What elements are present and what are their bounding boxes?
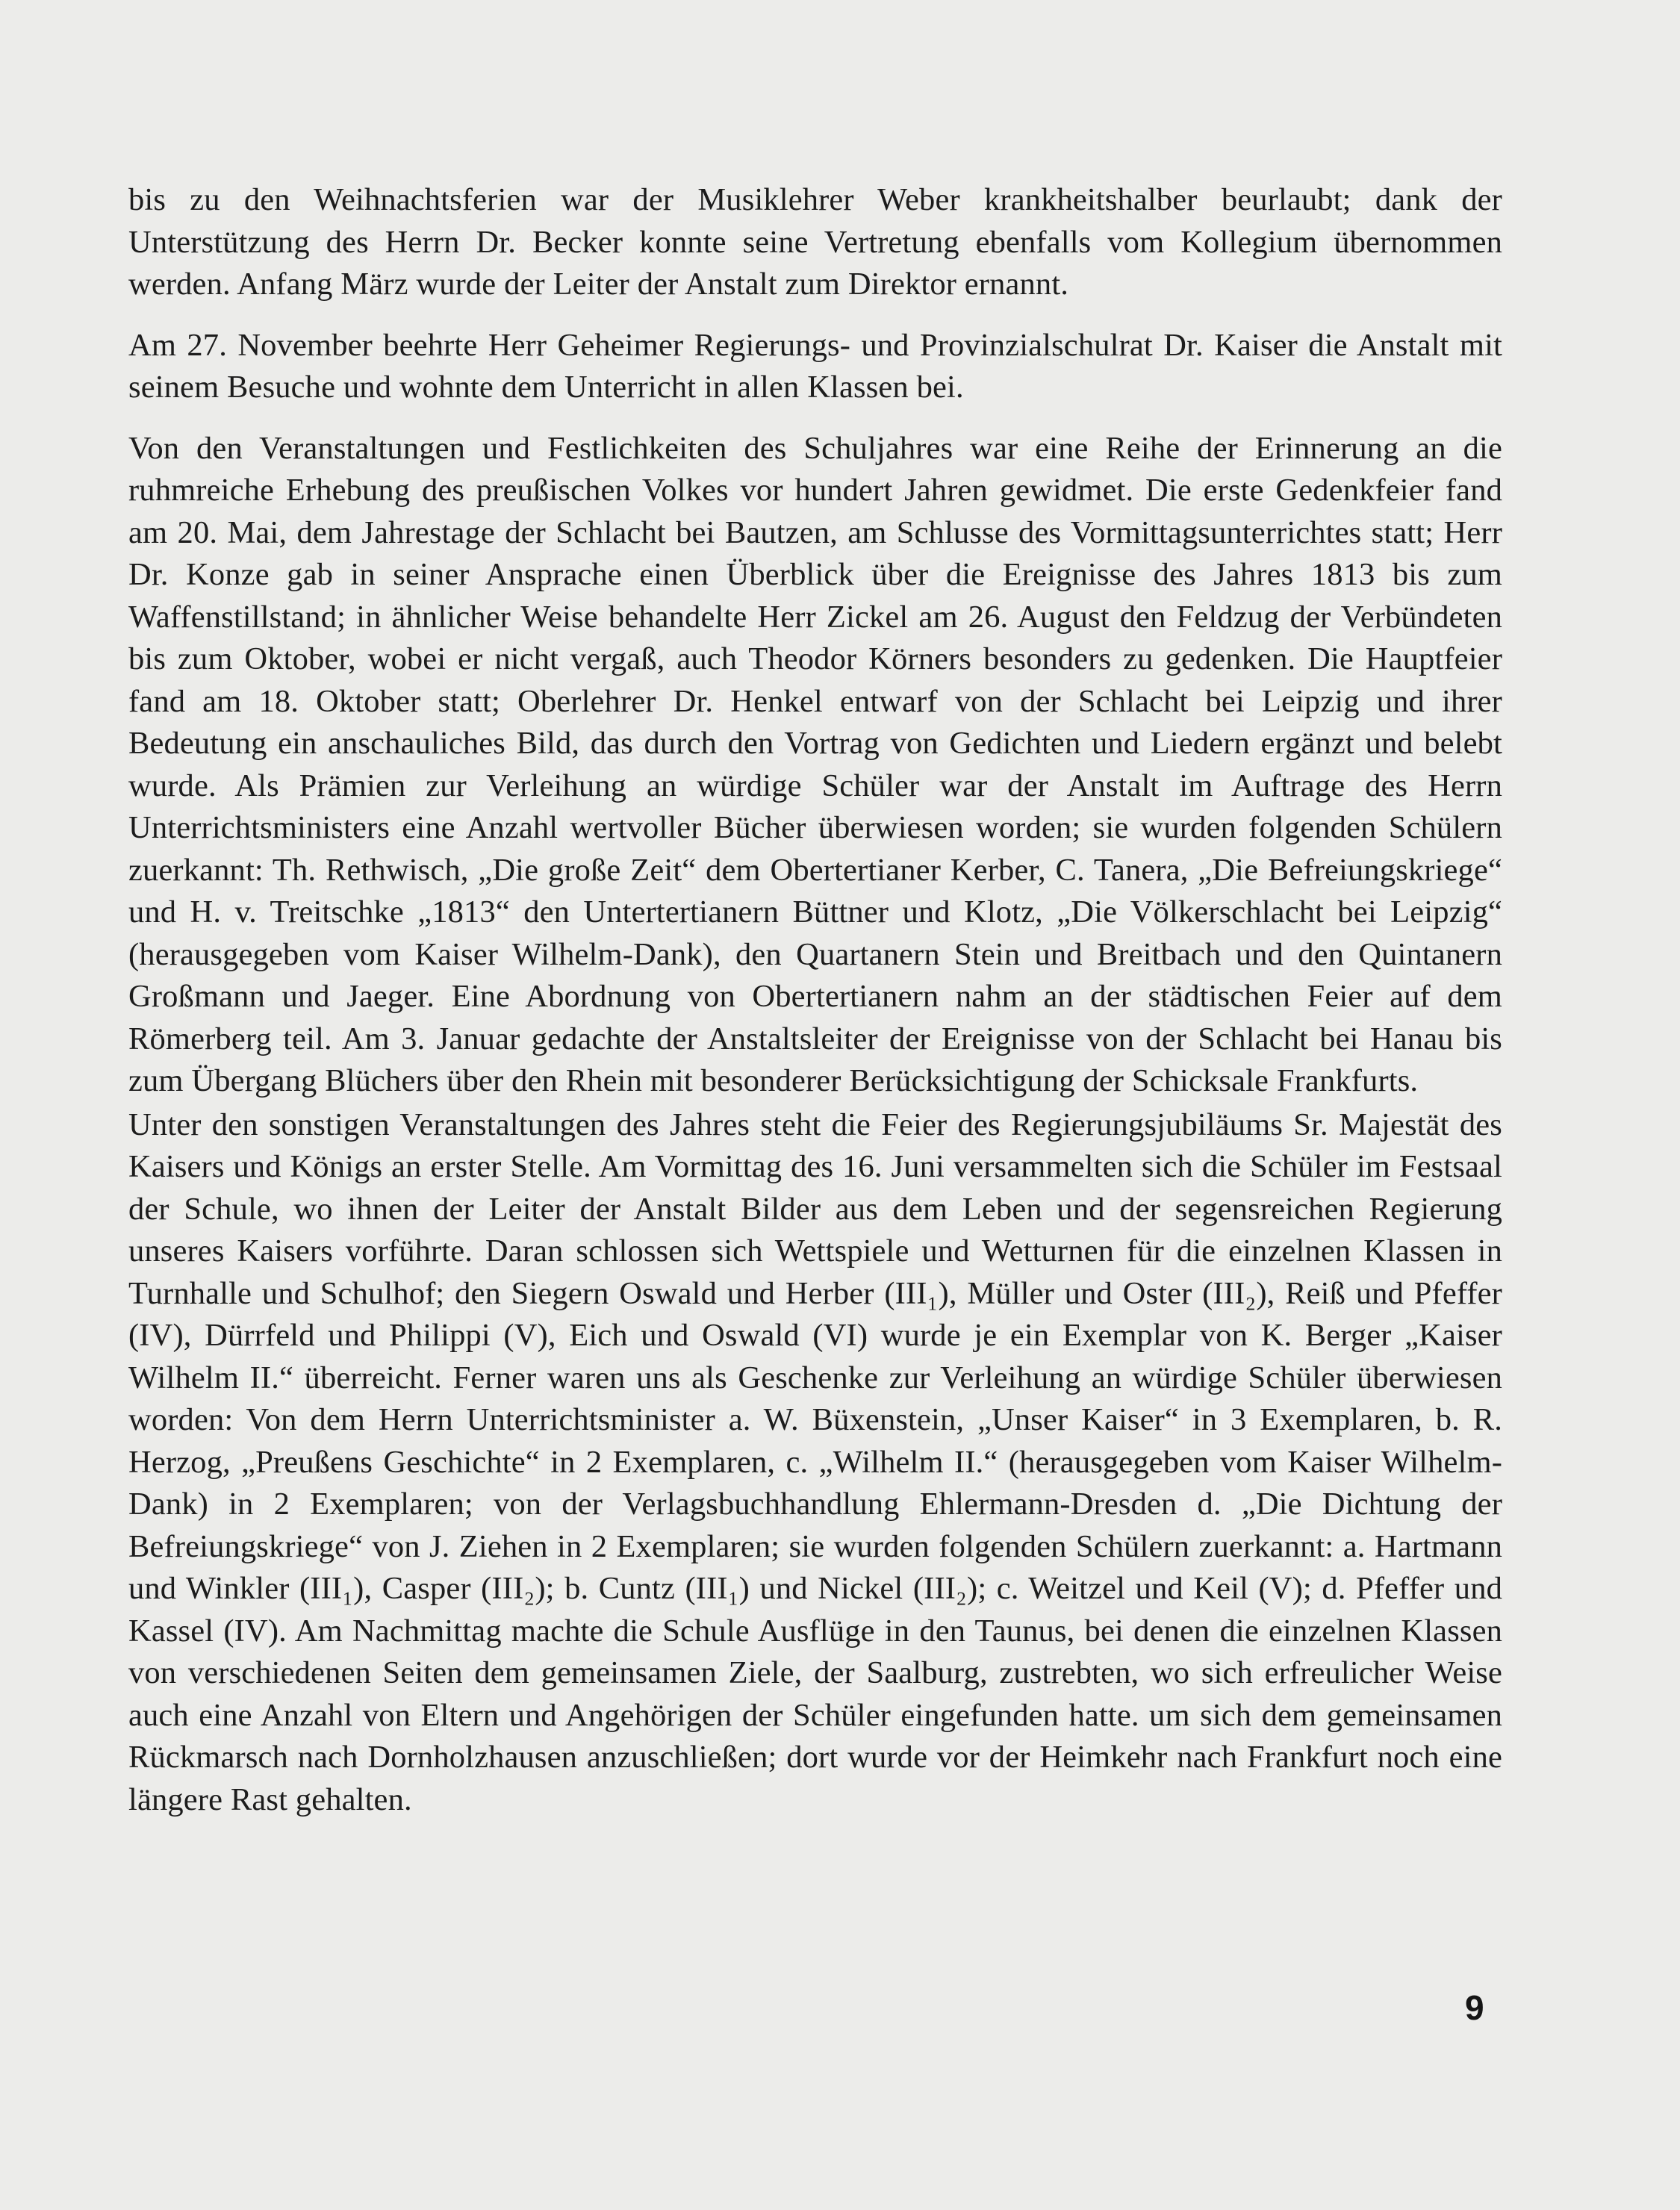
paragraph-1: bis zu den Weihnachtsferien war der Musiklehrer Weber krankheitshalber beurlaubt; dank der Unterstützung des Herrn Dr. Becker konnte seine Vertretung ebenfalls vom Kollegium übernommen werden. Anfang März wurde der Leiter der Anstalt zum Direktor ernannt. — [128, 182, 1502, 302]
body-text — [128, 179, 1502, 1821]
page-number: 9 — [1465, 1988, 1484, 2027]
paragraph-3: Von den Veranstaltungen und Festlichkeiten des Schuljahres war eine Reihe der Erinnerung an die ruhmreiche Erhebung des preußischen Volkes vor hundert Jahren gewidmet. Die erste Gedenkfeier fand am 20. Mai, dem Jahrestage der Schlacht bei Bautzen, am Schlusse des Vormittagsunterrichtes statt; Herr Dr. Konze gab in seiner Ansprache einen Überblick über die Ereignisse des Jahres 1813 bis zum Waffenstillstand; in ähnlicher Weise behandelte Herr Zickel am 26. August den Feldzug der Verbündeten bis zum Oktober, wobei er nicht vergaß, auch Theodor Körners besonders zu gedenken. Die Hauptfeier fand am 18. Oktober statt; Oberlehrer Dr. Henkel entwarf von der Schlacht bei Leipzig und ihrer Bedeutung ein anschauliches Bild, das durch den Vortrag von Gedichten und Liedern ergänzt und belebt wurde. Als Prämien zur Verleihung an würdige Schüler war der Anstalt im Auftrage des Herrn Unterrichtsministers eine Anzahl wertvoller Bücher überwiesen worden; sie wurden folgenden Schülern zuerkannt: Th. Rethwisch, „Die große Zeit“ dem Obertertianer Kerber, C. Tanera, „Die Befreiungskriege“ und H. v. Treitschke „1813“ den Untertertianern Büttner und Klotz, „Die Völkerschlacht bei Leipzig“ (herausgegeben vom Kaiser Wilhelm-Dank), den Quartanern Stein und Breitbach und den Quintanern Großmann und Jaeger. Eine Abordnung von Obertertianern nahm an der städtischen Feier auf dem Römerberg teil. Am 3. Januar gedachte der Anstaltsleiter der Ereignisse von der Schlacht bei Hanau bis zum Übergang Blüchers über den Rhein mit besonderer Berücksichtigung der Schicksale Frankfurts. — [128, 430, 1502, 1098]
paragraph-4: Unter den sonstigen Veranstaltungen des Jahres steht die Feier des Regierungsjubiläums Sr. Majestät des Kaisers und Königs an erster Stelle. Am Vormittag des 16. Juni versammelten sich die Schüler im Festsaal der Schule, wo ihnen der Leiter der Anstalt Bilder aus dem Leben und der segensreichen Regierung unseres Kaisers vorführte. Daran schlossen sich Wettspiele und Wetturnen für die einzelnen Klassen in Turnhalle und Schulhof; den Siegern Oswald und Herber (III₁), Müller und Oster (III₂), Reiß und Pfeffer (IV), Dürrfeld und Philippi (V), Eich und Oswald (VI) wurde je ein Exemplar von K. Berger „Kaiser Wilhelm II.“ überreicht. Ferner waren uns als Geschenke zur Verleihung an würdige Schüler überwiesen worden: Von dem Herrn Unterrichtsminister a. W. Büxenstein, „Unser Kaiser“ in 3 Exemplaren, b. R. Herzog, „Preußens Geschichte“ in 2 Exemplaren, c. „Wilhelm II.“ (herausgegeben vom Kaiser Wilhelm-Dank) in 2 Exemplaren; von der Verlagsbuchhandlung Ehlermann-Dresden d. „Die Dichtung der Befreiungskriege“ von J. Ziehen in 2 Exemplaren; sie wurden folgenden Schülern zuerkannt: a. Hartmann und Winkler (III₁), Casper (III₂); b. Cuntz (III₁) und Nickel (III₂); c. Weitzel und Keil (V); d. Pfeffer und Kassel (IV). Am Nachmittag machte die Schule Ausflüge in den Taunus, bei denen die einzelnen Klassen von verschiedenen Seiten dem gemeinsamen Ziele, der Saalburg, zustrebten, wo sich erfreulicher Weise auch eine Anzahl von Eltern und Angehörigen der Schüler eingefunden hatte. um sich dem gemeinsamen Rückmarsch nach Dornholzhausen anzuschließen; dort wurde vor der Heimkehr nach Frankfurt noch eine längere Rast gehalten. — [128, 1106, 1502, 1817]
paragraph-2: Am 27. November beehrte Herr Geheimer Regierungs- und Provinzialschulrat Dr. Kaiser die Anstalt mit seinem Besuche und wohnte dem Unterricht in allen Klassen bei. — [128, 327, 1502, 405]
